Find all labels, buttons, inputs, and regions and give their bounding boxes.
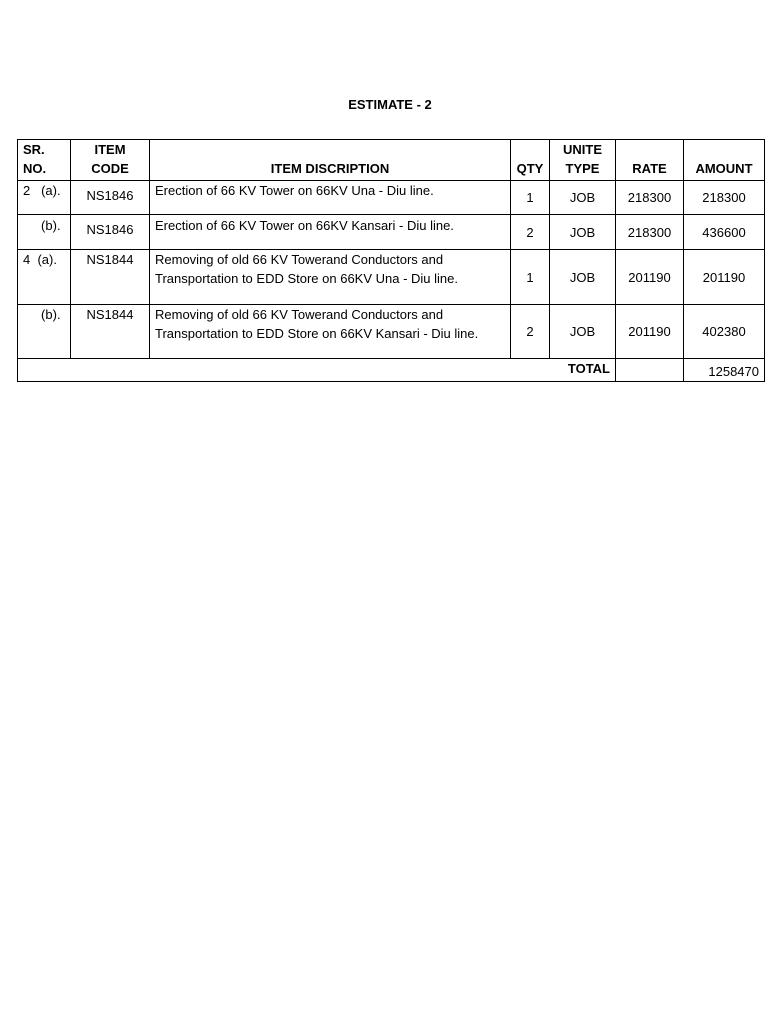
header-unit-type [550, 140, 616, 181]
table-row [18, 305, 765, 359]
header-code-line2: CODE [91, 161, 129, 176]
header-amount: AMOUNT [684, 140, 765, 181]
row-description: Erection of 66 KV Tower on 66KV Una - Diu line. [150, 181, 511, 215]
header-unit-line1: UNITE [563, 142, 602, 157]
row-qty: 2 [511, 305, 550, 359]
header-sr-line2: NO. [23, 161, 47, 176]
header-sr-no [18, 140, 71, 181]
header-qty: QTY [511, 140, 550, 181]
header-code-line1: ITEM [94, 142, 126, 157]
row-description-line2: Transportation to EDD Store on 66KV Kansari - Diu line. [155, 326, 479, 341]
row-unit: JOB [550, 250, 616, 305]
row-description-line1: Removing of old 66 KV Towerand Conductors and [155, 307, 444, 322]
row-item-code: NS1844 [71, 250, 150, 305]
row-sr-no: (b). [18, 215, 71, 250]
row-qty: 2 [511, 215, 550, 250]
row-sr-no: 2 (a). [18, 181, 71, 215]
table-row [18, 250, 765, 305]
row-qty: 1 [511, 250, 550, 305]
row-item-code: NS1846 [71, 181, 150, 215]
row-amount: 201190 [684, 250, 765, 305]
header-item-code [71, 140, 150, 181]
row-qty: 1 [511, 181, 550, 215]
table-row [18, 181, 765, 215]
header-unit-line2: TYPE [565, 161, 600, 176]
row-rate: 201190 [616, 250, 684, 305]
header-rate: RATE [616, 140, 684, 181]
total-amount: 1258470 [684, 359, 765, 382]
row-sr-no: (b). [18, 305, 71, 359]
row-description-line2: Transportation to EDD Store on 66KV Una - Diu line. [155, 271, 458, 286]
row-item-code: NS1846 [71, 215, 150, 250]
row-rate: 218300 [616, 215, 684, 250]
row-unit: JOB [550, 215, 616, 250]
table-row [18, 215, 765, 250]
row-item-code: NS1844 [71, 305, 150, 359]
row-unit: JOB [550, 181, 616, 215]
total-row [18, 359, 765, 382]
document-title: ESTIMATE - 2 [348, 97, 432, 112]
row-rate: 201190 [616, 305, 684, 359]
row-amount: 402380 [684, 305, 765, 359]
header-sr-line1: SR. [23, 142, 45, 157]
estimate-table [17, 139, 765, 382]
row-rate: 218300 [616, 181, 684, 215]
header-item-description: ITEM DISCRIPTION [150, 140, 511, 181]
row-sr-no: 4 (a). [18, 250, 71, 305]
row-description [150, 250, 511, 305]
row-amount: 218300 [684, 181, 765, 215]
total-spacer [616, 359, 684, 382]
row-description-line1: Removing of old 66 KV Towerand Conductors and [155, 252, 444, 267]
row-amount: 436600 [684, 215, 765, 250]
row-description [150, 305, 511, 359]
row-description: Erection of 66 KV Tower on 66KV Kansari - Diu line. [150, 215, 511, 250]
row-unit: JOB [550, 305, 616, 359]
total-label: TOTAL [18, 359, 616, 382]
table-header-row [18, 140, 765, 181]
